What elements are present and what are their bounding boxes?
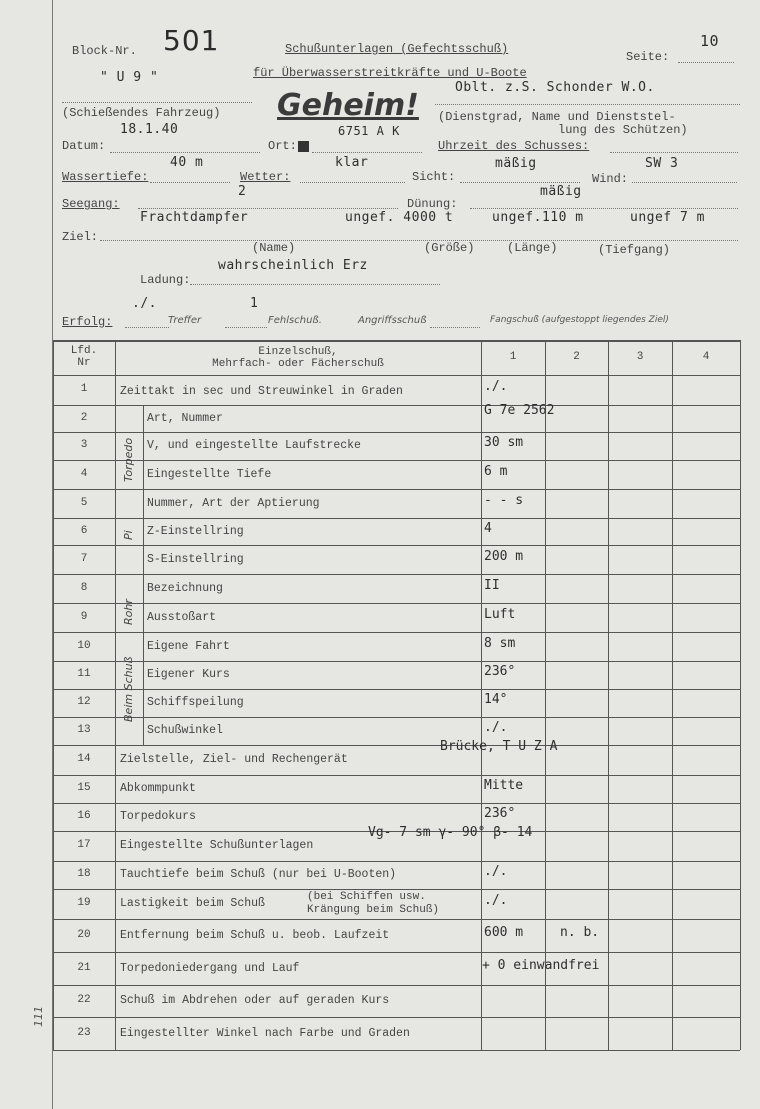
table-rule — [53, 803, 740, 804]
table-rule — [53, 919, 740, 920]
row-number: 12 — [77, 696, 91, 708]
time-label: Uhrzeit des Schusses: — [438, 139, 590, 153]
target-size: ungef. 4000 t — [345, 210, 454, 225]
row-label: Eingestellte Schußunterlagen — [120, 839, 314, 852]
row-value-col1: G 7e 2562 — [484, 403, 555, 418]
margin-note: 111 — [32, 1006, 45, 1027]
table-rule — [53, 545, 740, 546]
row-value-col1: 236° — [484, 664, 516, 679]
target-length: ungef.110 m — [492, 210, 584, 225]
weather-label: Wetter: — [240, 170, 291, 184]
row-label: Schußwinkel — [147, 724, 223, 737]
table-rule — [53, 574, 740, 575]
result-hits: Treffer — [168, 315, 202, 326]
table-column-rule — [143, 405, 144, 745]
result-dots-2 — [225, 327, 267, 328]
weather-value: klar — [335, 155, 369, 170]
table-rule — [53, 340, 740, 342]
table-rule — [53, 405, 740, 406]
row-value-col1: ./. — [484, 893, 508, 908]
secret-stamp: Geheim! — [277, 88, 419, 123]
row-number: 4 — [80, 468, 88, 480]
row-value-col1: 8 sm — [484, 636, 516, 651]
table-rule — [53, 1050, 740, 1051]
row-label: Zeittakt in sec und Streuwinkel in Graden — [120, 385, 403, 398]
table-column-rule — [545, 340, 546, 1050]
result-hits-value: ./. — [132, 296, 157, 311]
table-rule — [53, 489, 740, 490]
vessel-label: (Schießendes Fahrzeug) — [62, 106, 221, 120]
col-number-header-1: 1 — [509, 351, 517, 363]
form-subtitle: für Überwasserstreitkräfte und U-Boote — [253, 66, 527, 80]
row-number: 20 — [77, 929, 91, 941]
table-column-rule — [740, 340, 741, 1050]
row-value-col2: n. b. — [560, 925, 600, 940]
draught-label: (Tiefgang) — [598, 243, 671, 257]
row-label: Eingestellter Winkel nach Farbe und Graden — [120, 1027, 410, 1040]
row-value-col1: Luft — [484, 607, 516, 622]
result-miss-value: 1 — [250, 296, 259, 311]
target-name: Frachtdampfer — [140, 210, 249, 225]
row-label: Eingestellte Tiefe — [147, 468, 272, 481]
row-number: 16 — [77, 810, 91, 822]
result-label: Erfolg: — [62, 315, 113, 329]
table-column-rule — [115, 340, 116, 1050]
target-draught: ungef 7 m — [630, 210, 705, 225]
length-label: (Länge) — [507, 241, 558, 255]
table-rule — [53, 745, 740, 746]
row-label: Lastigkeit beim Schuß — [120, 897, 265, 910]
table-rule — [53, 889, 740, 890]
table-rule — [53, 985, 740, 986]
vessel-dots — [62, 102, 252, 103]
name-label: (Name) — [252, 241, 296, 255]
swell-dots — [470, 208, 738, 209]
row-label: Ausstoßart — [147, 611, 217, 624]
row-value-col1: Brücke, T U Z A — [440, 739, 558, 754]
size-label: (Größe) — [424, 241, 475, 255]
result-miss: Fehlschuß. — [268, 315, 322, 326]
page-number: 10 — [700, 32, 720, 50]
table-rule — [53, 661, 740, 662]
row-value-col1: + 0 einwandfrei — [482, 958, 600, 973]
row-label: Zielstelle, Ziel- und Rechengerät — [120, 753, 348, 766]
table-rule — [53, 775, 740, 776]
visibility-label: Sicht: — [412, 170, 456, 184]
row-label-sub: (bei Schiffen usw. — [307, 891, 426, 903]
date-dots — [110, 152, 260, 153]
row-number: 15 — [77, 782, 91, 794]
sea-dots — [138, 208, 398, 209]
group-torpedo: Torpedo — [122, 437, 135, 482]
row-number: 3 — [80, 439, 88, 451]
vessel-value: " U 9 " — [100, 70, 159, 85]
table-column-rule — [481, 340, 482, 1050]
depth-dots — [150, 182, 230, 183]
row-number: 22 — [77, 994, 91, 1006]
wind-value: SW 3 — [645, 156, 679, 171]
col-desc-header-2: Mehrfach- oder Fächerschuß — [212, 358, 384, 370]
page-dots — [678, 62, 734, 63]
row-value-col1: 14° — [484, 692, 508, 707]
page-label: Seite: — [626, 50, 670, 64]
block-number: 501 — [163, 24, 220, 57]
row-label: Torpedoniedergang und Lauf — [120, 962, 300, 975]
result-catch: Fangschuß (aufgestoppt liegendes Ziel) — [490, 315, 669, 325]
table-rule — [53, 717, 740, 718]
row-number: 6 — [80, 525, 88, 537]
weather-dots — [300, 182, 405, 183]
officer-value: Oblt. z.S. Schonder W.O. — [455, 80, 655, 95]
officer-label-2: lung des Schützen) — [558, 123, 688, 137]
row-label: Art, Nummer — [147, 412, 223, 425]
target-dots — [100, 240, 738, 241]
col-desc-header-1: Einzelschuß, — [258, 346, 338, 358]
row-label: Abkommpunkt — [120, 782, 196, 795]
row-label: Eigener Kurs — [147, 668, 230, 681]
table-rule — [53, 952, 740, 953]
officer-dots — [435, 104, 740, 105]
col-nr-header: Nr — [77, 357, 91, 369]
row-value-col1: 200 m — [484, 549, 524, 564]
row-number: 8 — [80, 582, 88, 594]
row-label: Schiffspeilung — [147, 696, 244, 709]
wind-dots — [632, 182, 737, 183]
row-label: Tauchtiefe beim Schuß (nur bei U-Booten) — [120, 868, 397, 881]
time-dots — [610, 152, 738, 153]
row-number: 17 — [77, 839, 91, 851]
row-label: Bezeichnung — [147, 582, 223, 595]
row-label: Schuß im Abdrehen oder auf geraden Kurs — [120, 994, 390, 1007]
swell-value: mäßig — [540, 184, 582, 199]
form-title: Schußunterlagen (Gefechtsschuß) — [285, 42, 509, 56]
result-dots-3 — [430, 327, 480, 328]
row-value-col1: 600 m — [484, 925, 524, 940]
col-number-header-2: 2 — [573, 351, 580, 363]
table-rule — [53, 432, 740, 433]
table-column-rule — [672, 340, 673, 1050]
table-rule — [53, 375, 740, 376]
row-value-col1: ./. — [484, 720, 508, 735]
target-label: Ziel: — [62, 230, 99, 244]
result-attack: Angriffsschuß — [358, 315, 427, 326]
table-rule — [53, 603, 740, 604]
row-number: 18 — [77, 868, 91, 880]
row-value-col1: 6 m — [484, 464, 508, 479]
row-number: 13 — [77, 724, 91, 736]
row-value-col1: Vg- 7 sm γ- 90° β- 14 — [368, 825, 533, 840]
row-number: 7 — [80, 553, 88, 565]
row-value-col1: ./. — [484, 379, 508, 394]
row-value-col1: 4 — [484, 521, 492, 536]
row-value-col1: - - s — [484, 493, 524, 508]
row-label: S-Einstellring — [147, 553, 244, 566]
result-dots-1 — [125, 327, 169, 328]
row-number: 9 — [80, 611, 88, 623]
row-number: 23 — [77, 1027, 91, 1039]
row-label: Nummer, Art der Aptierung — [147, 497, 320, 510]
place-value: 6751 A K — [338, 124, 400, 138]
officer-label-1: (Dienstgrad, Name und Dienststel- — [438, 110, 676, 124]
col-number-header-4: 4 — [702, 351, 710, 363]
table-rule — [53, 632, 740, 633]
row-label: Eigene Fahrt — [147, 640, 230, 653]
row-number: 5 — [80, 497, 88, 509]
visibility-value: mäßig — [495, 156, 537, 171]
row-number: 1 — [80, 383, 88, 395]
depth-value: 40 m — [170, 155, 204, 170]
col-number-header-3: 3 — [636, 351, 644, 363]
row-value-col1: Mitte — [484, 778, 524, 793]
group-pi: Pi — [122, 530, 135, 540]
visibility-dots — [460, 182, 580, 183]
cargo-value: wahrscheinlich Erz — [218, 258, 368, 273]
date-value: 18.1.40 — [120, 122, 179, 137]
sea-label: Seegang: — [62, 197, 120, 211]
date-label: Datum: — [62, 139, 106, 153]
table-rule — [53, 1017, 740, 1018]
row-value-col1: 30 sm — [484, 435, 524, 450]
row-value-col1: ./. — [484, 864, 508, 879]
place-redaction-box — [298, 141, 309, 152]
row-value-col1: 236° — [484, 806, 516, 821]
row-value-col1: II — [484, 578, 500, 593]
cargo-label: Ladung: — [140, 273, 191, 287]
block-label: Block-Nr. — [72, 44, 137, 58]
cargo-dots — [190, 284, 440, 285]
swell-label: Dünung: — [407, 197, 458, 211]
row-number: 21 — [77, 962, 91, 974]
place-dots — [312, 152, 422, 153]
table-rule — [53, 689, 740, 690]
row-number: 19 — [77, 897, 91, 909]
table-rule — [53, 518, 740, 519]
row-label: Entfernung beim Schuß u. beob. Laufzeit — [120, 929, 390, 942]
row-label: V, und eingestellte Laufstrecke — [147, 439, 361, 452]
table-rule — [53, 861, 740, 862]
wind-label: Wind: — [592, 172, 629, 186]
row-label: Torpedokurs — [120, 810, 196, 823]
group-rohr: Rohr — [122, 599, 135, 625]
table-rule — [53, 460, 740, 461]
col-lfd-header: Lfd. — [70, 345, 98, 357]
place-label: Ort: — [268, 139, 297, 153]
group-beim-schuss: Beim Schuß — [122, 656, 135, 722]
row-label-sub: Krängung beim Schuß) — [307, 904, 440, 916]
row-number: 11 — [77, 668, 91, 680]
depth-label: Wassertiefe: — [62, 170, 149, 184]
row-label: Z-Einstellring — [147, 525, 244, 538]
sea-value: 2 — [238, 184, 247, 199]
row-number: 2 — [80, 412, 88, 424]
table-column-rule — [608, 340, 609, 1050]
row-number: 10 — [77, 640, 91, 652]
row-number: 14 — [77, 753, 91, 765]
